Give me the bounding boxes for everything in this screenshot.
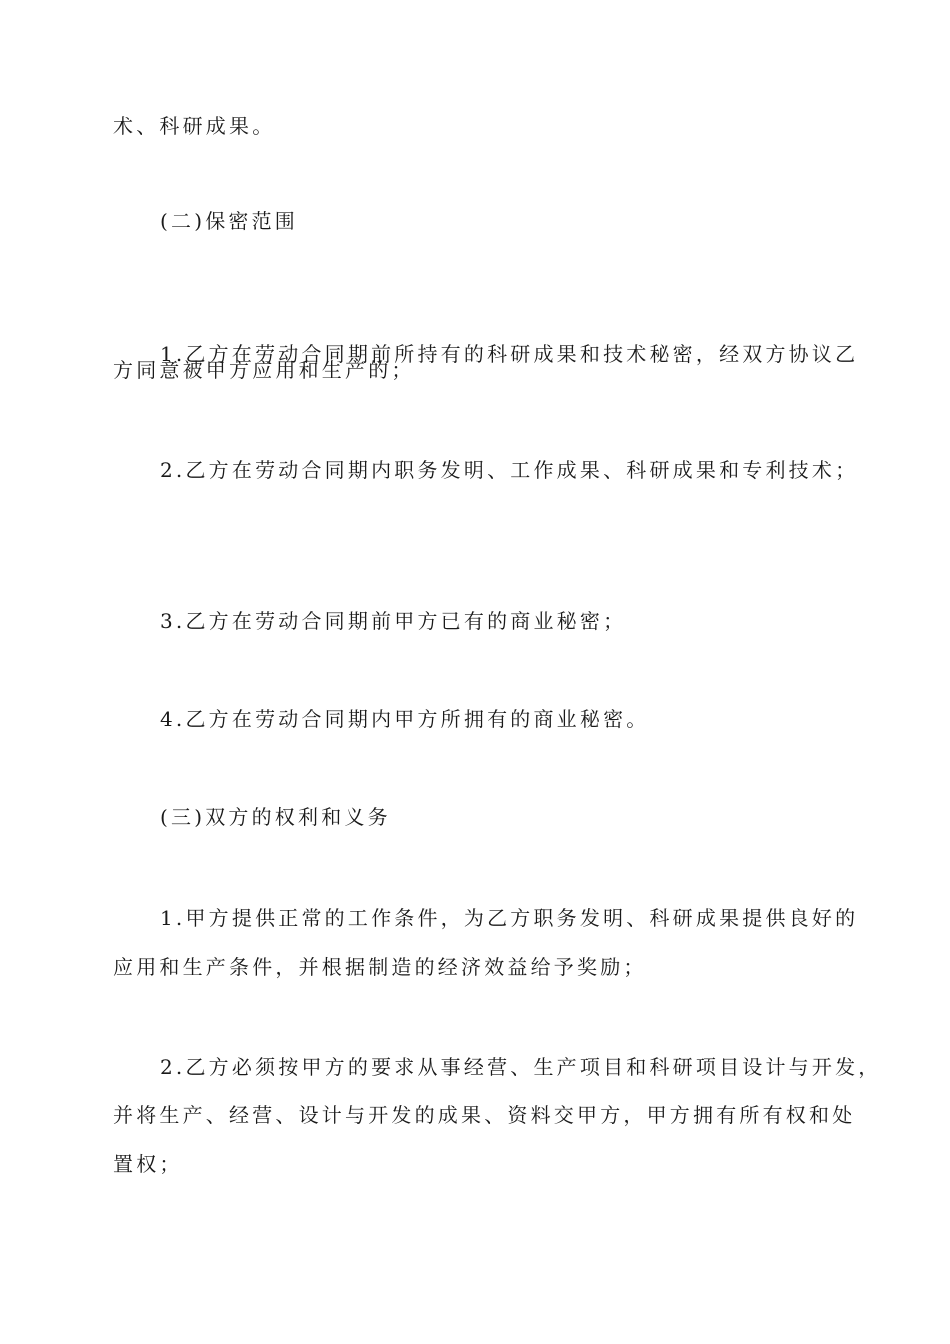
clause-3: 3.乙方在劳动合同期前甲方已有的商业秘密；: [160, 609, 627, 633]
obligation-2-line-1: 2.乙方必须按甲方的要求从事经营、生产项目和科研项目设计与开发，: [160, 1055, 882, 1079]
section-heading-rights-obligations: (三)双方的权利和义务: [160, 805, 391, 829]
obligation-1-line-1: 1.甲方提供正常的工作条件，为乙方职务发明、科研成果提供良好的: [160, 906, 859, 930]
clause-2: 2.乙方在劳动合同期内职务发明、工作成果、科研成果和专利技术；: [160, 458, 859, 482]
text-line-continuation: 术、科研成果。: [113, 114, 276, 138]
section-heading-confidentiality-scope: (二)保密范围: [160, 209, 299, 233]
clause-1-line-2: 方同意被甲方应用和生产的；: [113, 358, 415, 382]
clause-4: 4.乙方在劳动合同期内甲方所拥有的商业秘密。: [160, 707, 650, 731]
obligation-2-line-3: 置权；: [113, 1152, 183, 1176]
clause-1-line-1: 1.乙方在劳动合同期前所持有的科研成果和技术秘密，经双方协议乙: [160, 342, 859, 366]
obligation-1-line-2: 应用和生产条件，并根据制造的经济效益给予奖励；: [113, 955, 647, 979]
obligation-2-line-2: 并将生产、经营、设计与开发的成果、资料交甲方，甲方拥有所有权和处: [113, 1103, 856, 1127]
